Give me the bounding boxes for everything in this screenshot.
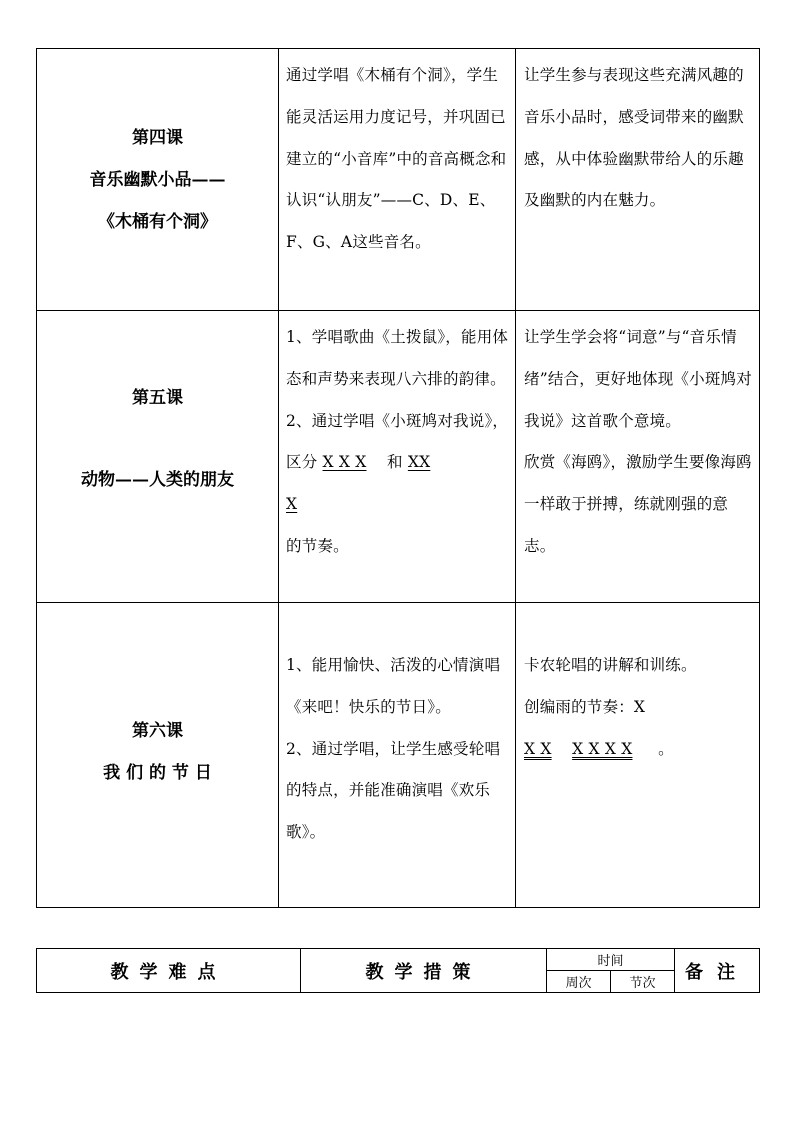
footer-header-table [36,948,760,993]
lesson-notes-cell [516,49,760,311]
goal-text: 的节奏。 [286,536,349,555]
lesson-notes-cell [516,311,760,603]
rhythm-pattern-4: X X X X [572,739,633,758]
difficulty-header: 教学难点 [37,949,301,993]
lesson-title-cell [37,311,279,603]
lesson-number: 第四课 [132,127,183,148]
note-text [524,729,755,771]
rhythm-pattern-2-cont: X [286,495,298,514]
lesson-goals-cell [279,49,516,311]
goal-text-part: 2、通过学唱《小斑鸠对我说》，区分 [286,411,509,472]
goal-text [286,401,510,485]
note-text: 让学生学会将“词意”与“音乐情绪”结合，更好地体现《小斑鸠对我说》这首歌个意境。 [524,328,752,430]
lesson-row [37,603,760,908]
goal-text: 1、能用愉快、活泼的心情演唱《来吧！快乐的节日》。 [286,656,501,716]
rhythm-pattern-3: X X [524,739,552,758]
goal-text: 1、学唱歌曲《土拨鼠》，能用体态和声势来表现八六排的韵律。 [286,328,509,388]
lesson-title-cell [37,49,279,311]
note-text: 欣赏《海鸥》，激励学生要像海鸥一样敢于拼搏，练就刚强的意志。 [524,453,752,555]
lesson-number: 第六课 [132,721,183,741]
note-text: 让学生参与表现这些充满风趣的音乐小品时，感受词带来的幽默感，从中体验幽默带给人的乐趣及幽默的内在魅力。 [524,66,744,210]
week-header: 周次 [547,971,611,993]
lesson-song: 《木桶有个洞》 [98,211,217,232]
goal-text [286,484,510,526]
goal-text: 2、通过学唱，让学生感受轮唱的特点，并能准确演唱《欢乐歌》。 [286,739,501,842]
lesson-row [37,49,760,311]
rhythm-end-mark: 。 [658,739,674,758]
time-header: 时间 [547,949,675,971]
rhythm-pattern-1: X X X [322,453,367,472]
goal-text-part: 和 [387,453,403,472]
note-text: 创编雨的节奏：X [524,697,646,716]
lesson-title-cell [37,603,279,908]
note-text: 卡农轮唱的讲解和训练。 [524,656,697,674]
measures-header: 教学措策 [301,949,547,993]
lesson-notes-cell [516,603,760,908]
lesson-row [37,311,760,603]
lesson-title: 动物——人类的朋友 [81,469,234,490]
goal-text: 通过学唱《木桶有个洞》，学生能灵活运用力度记号，并巩固已建立的“小音库”中的音高概念和认识“认朋友”——C、D、E、F、G、A这些音名。 [286,66,507,252]
rhythm-pattern-2: XX [407,453,431,472]
lesson-goals-cell [279,311,516,603]
lesson-goals-cell [279,603,516,908]
remarks-header: 备注 [675,949,760,993]
lesson-number: 第五课 [132,387,183,408]
period-header: 节次 [611,971,675,993]
lesson-title: 我 们 的 节 日 [103,763,212,783]
lesson-plan-table [36,48,760,908]
lesson-title: 音乐幽默小品—— [89,169,226,190]
